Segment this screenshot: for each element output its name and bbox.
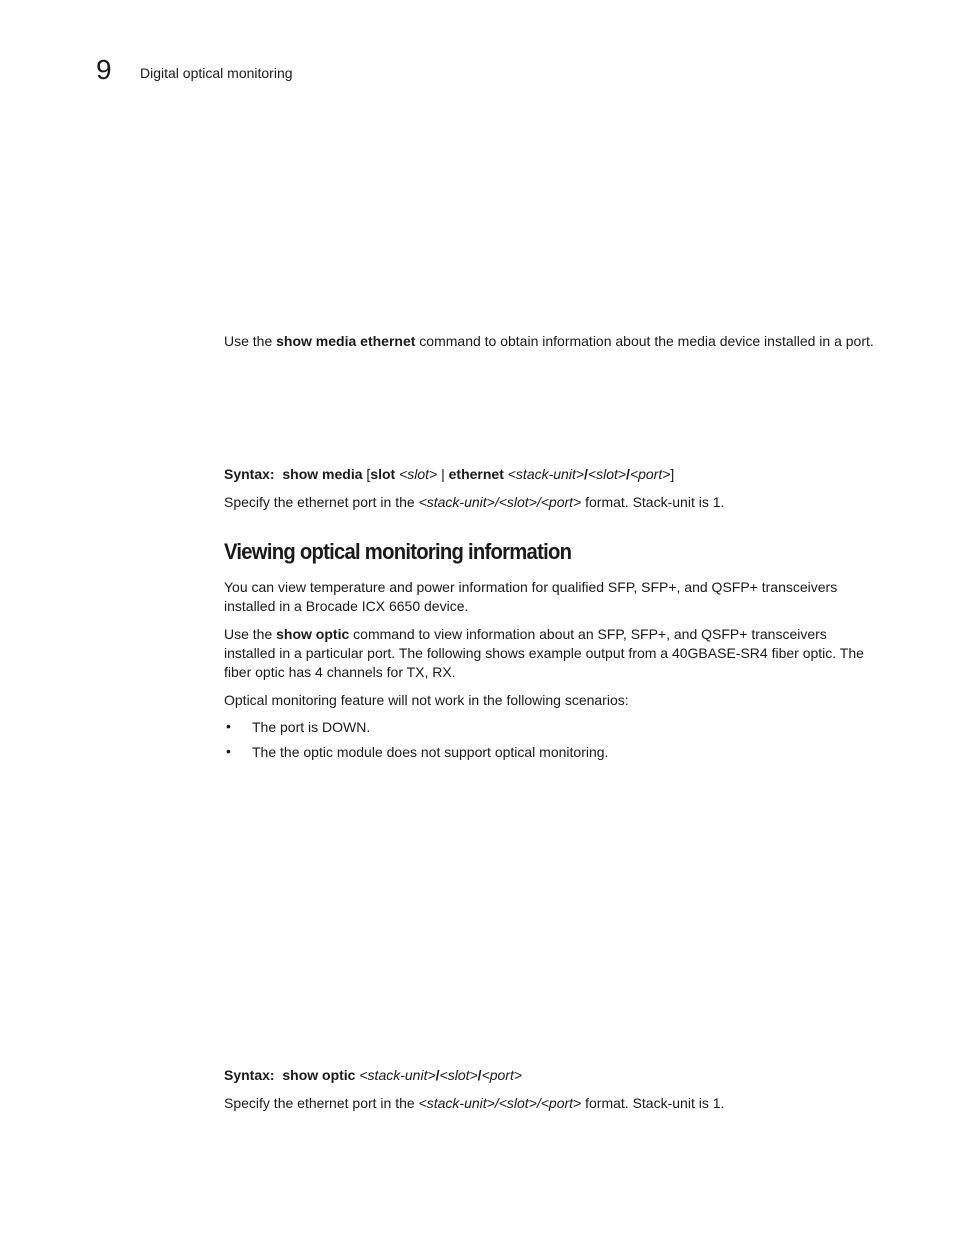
- media-syntax-pipe: |: [441, 466, 445, 482]
- media-syntax-ethernet-keyword: ethernet: [448, 466, 504, 482]
- section-heading: Viewing optical monitoring information: [224, 539, 572, 564]
- media-syntax-slot: <slot>: [587, 466, 627, 482]
- bullet-marker: •: [226, 718, 231, 734]
- optic-spec-arg: <stack-unit>/<slot>/<port>: [418, 1095, 582, 1111]
- chapter-title: Digital optical monitoring: [140, 65, 293, 81]
- media-syntax-slot-arg: <slot>: [399, 466, 438, 482]
- optic-spec-paragraph: [224, 1094, 874, 1113]
- media-intro-paragraph: [224, 332, 874, 351]
- optic-syntax-command: show optic: [282, 1067, 356, 1083]
- media-syntax-close: ]: [670, 466, 675, 482]
- optical-para-2: [224, 625, 874, 682]
- optic-syntax-line: Syntax: show optic <stack-unit>/<slot>/<port>: [224, 1067, 523, 1083]
- chapter-number: 9: [96, 54, 112, 85]
- optic-syntax-port: <port>: [481, 1067, 523, 1083]
- optical-para-1: You can view temperature and power information for qualified SFP, SFP+, and QSFP+ transceivers installed in a Brocade ICX 6650 device.: [224, 579, 838, 614]
- media-spec-pre: Specify the ethernet port in the: [224, 494, 419, 510]
- media-intro-post: command to obtain information about the media device installed in a port.: [415, 333, 874, 349]
- media-syntax-port: <port>: [629, 466, 671, 482]
- media-intro-command: show media ethernet: [276, 333, 416, 349]
- media-spec-post: format. Stack-unit is 1.: [581, 494, 725, 510]
- optic-spec-post: format. Stack-unit is 1.: [581, 1095, 725, 1111]
- bullet-marker: •: [226, 743, 231, 759]
- optical-para-3: Optical monitoring feature will not work in the following scenarios:: [224, 692, 629, 708]
- optical-para-2-post: command to view information about an SFP, SFP+, and QSFP+ transceivers installed in a particular port. The following shows example output from a 40GBASE-SR4 fiber optic. The fiber optic has 4 channels for TX, RX.: [224, 626, 864, 680]
- media-spec-arg: <stack-unit>/<slot>/<port>: [418, 494, 582, 510]
- bullet-item: The the optic module does not support optical monitoring.: [252, 744, 609, 760]
- media-syntax-line: Syntax: show media [slot <slot> | ethernet <stack-unit>/<slot>/<port>]: [224, 466, 675, 482]
- optic-syntax-slot: <slot>: [439, 1067, 478, 1083]
- media-syntax-command: show media: [282, 466, 363, 482]
- optic-spec-pre: Specify the ethernet port in the: [224, 1095, 419, 1111]
- optical-para-2-command: show optic: [276, 626, 350, 642]
- media-syntax-stack-unit: <stack-unit>: [507, 466, 585, 482]
- optical-para-2-pre: Use the: [224, 626, 277, 642]
- bullet-item: The port is DOWN.: [252, 719, 371, 735]
- optic-syntax-label: Syntax:: [224, 1067, 275, 1083]
- media-syntax-slot-keyword: slot: [370, 466, 396, 482]
- optic-syntax-stack-unit: <stack-unit>: [359, 1067, 436, 1083]
- media-intro-pre: Use the: [224, 333, 277, 349]
- media-syntax-open: [: [366, 466, 371, 482]
- media-syntax-label: Syntax:: [224, 466, 275, 482]
- media-spec-paragraph: [224, 493, 874, 512]
